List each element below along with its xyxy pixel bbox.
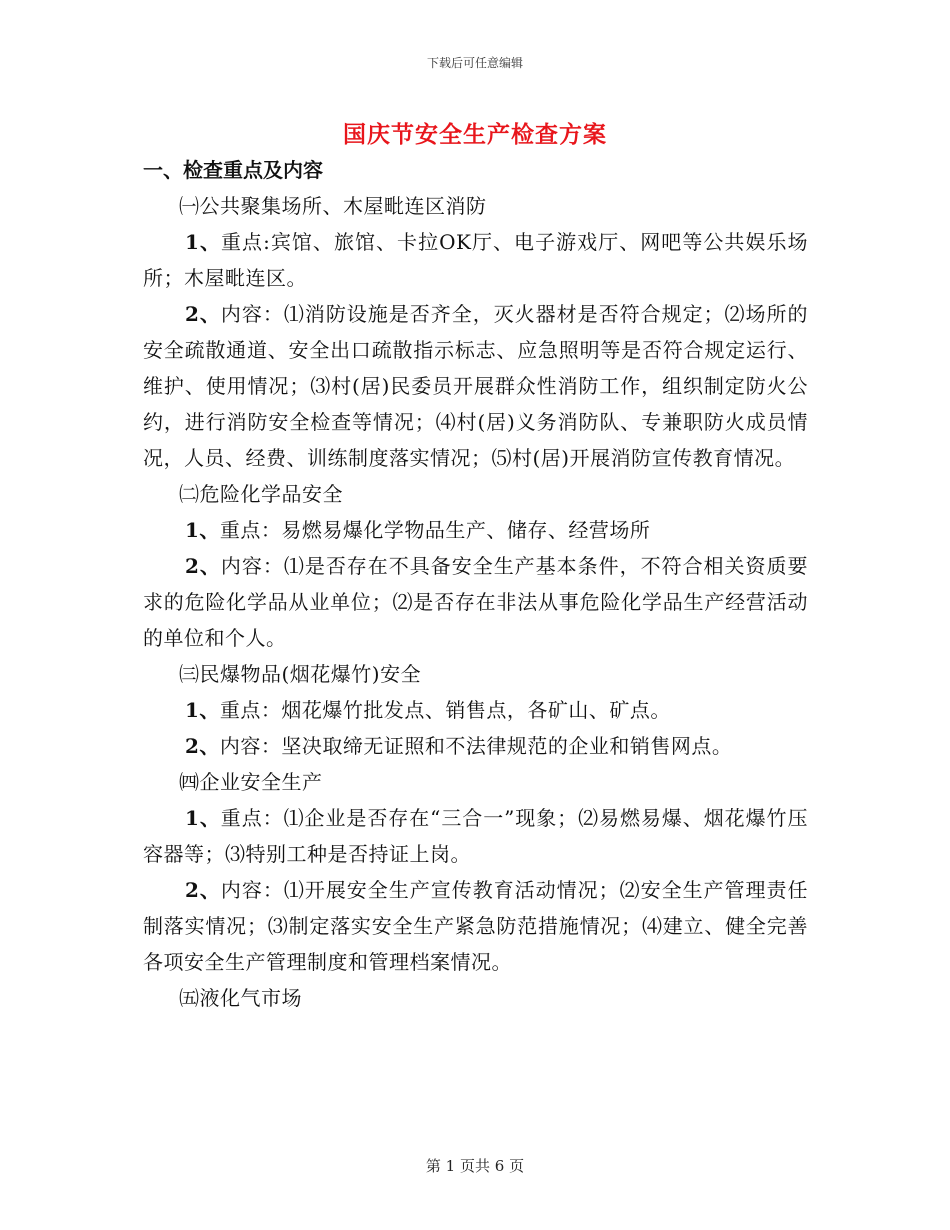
paragraph-text: 内容：⑴消防设施是否齐全，灭火器材是否符合规定；⑵场所的安全疏散通道、安全出口疏散指示标志、应急照明等是否符合规定运行、维护、使用情况；⑶村(居)民委员开展群众性消防工作，组织制定防火公约，进行消防安全检查等情况；⑷村(居)义务消防队、专兼职防火成员情况，人员、经费、训练制度落实情况；⑸村(居)开展消防宣传教育情况。 — [143, 302, 808, 470]
page-header-note: 下载后可任意编辑 — [426, 56, 523, 70]
paragraph — [143, 224, 808, 296]
subsection-title: ㈠公共聚集场所、木屋毗连区消防 — [179, 194, 487, 218]
paragraph-text: 内容：⑴是否存在不具备安全生产基本条件，不符合相关资质要求的危险化学品从业单位；⑵是否存在非法从事危险化学品生产经营活动的单位和个人。 — [143, 554, 808, 650]
item-number: 1、 — [185, 698, 220, 722]
document-title: 国庆节安全生产检查方案 — [343, 121, 607, 148]
item-number: 1、 — [185, 518, 220, 542]
section-heading: 一、检查重点及内容 — [143, 158, 323, 182]
paragraph-text: 内容：坚决取缔无证照和不法律规范的企业和销售网点。 — [219, 734, 733, 758]
item-number: 2、 — [185, 302, 221, 326]
paragraph — [143, 872, 808, 980]
paragraph-text: 内容：⑴开展安全生产宣传教育活动情况；⑵安全生产管理责任制落实情况；⑶制定落实安全生产紧急防范措施情况；⑷建立、健全完善各项安全生产管理制度和管理档案情况。 — [143, 878, 808, 974]
page-number: 第 1 页共 6 页 — [425, 1157, 525, 1175]
item-number: 2、 — [185, 734, 220, 758]
paragraph-text: 重点:宾馆、旅馆、卡拉OK厅、电子游戏厅、网吧等公共娱乐场所；木屋毗连区。 — [143, 230, 809, 290]
subsection-title: ㈢民爆物品(烟花爆竹)安全 — [179, 662, 422, 686]
item-number: 1、 — [185, 806, 221, 830]
paragraph — [143, 548, 808, 656]
paragraph — [143, 512, 808, 548]
subsection-title: ㈤液化气市场 — [179, 986, 302, 1010]
item-number: 1、 — [185, 230, 221, 254]
subsection-title: ㈡危险化学品安全 — [179, 482, 343, 506]
paragraph — [143, 800, 808, 872]
paragraph — [143, 728, 808, 764]
paragraph — [143, 296, 808, 476]
document-body — [143, 152, 808, 1016]
paragraph — [143, 692, 808, 728]
item-number: 2、 — [185, 878, 221, 902]
subsection-title: ㈣企业安全生产 — [179, 770, 323, 794]
paragraph-text: 重点：易燃易爆化学物品生产、储存、经营场所 — [219, 518, 651, 542]
paragraph-text: 重点：⑴企业是否存在“三合一”现象；⑵易燃易爆、烟花爆竹压容器等；⑶特别工种是否持证上岗。 — [143, 806, 808, 866]
paragraph-text: 重点：烟花爆竹批发点、销售点，各矿山、矿点。 — [219, 698, 671, 722]
item-number: 2、 — [185, 554, 221, 578]
